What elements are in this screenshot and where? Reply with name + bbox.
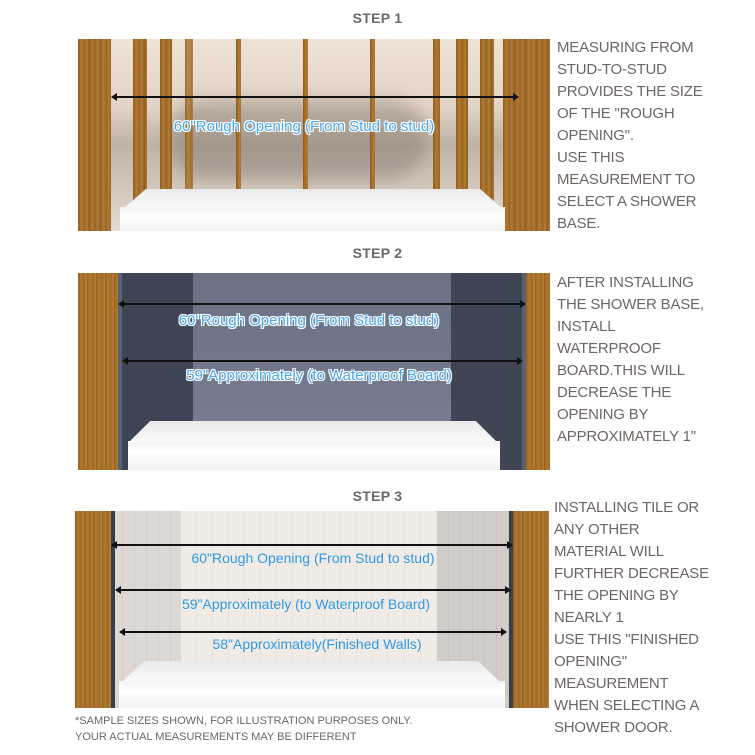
measure-arrow-58 (123, 631, 503, 633)
measure-arrow-60 (115, 544, 509, 546)
shower-base (120, 207, 505, 231)
measure-arrow-59 (126, 360, 519, 362)
measure-arrow-60 (115, 96, 515, 98)
measure-arrow-60 (122, 303, 522, 305)
measure-label-59: 59"Approximately (to Waterproof Board) (181, 596, 430, 612)
measure-label-59: 59"Approximately (to Waterproof Board) (186, 367, 452, 384)
measure-arrow-59 (119, 589, 507, 591)
measure-label-60: 60"Rough Opening (From Stud to stud) (191, 550, 435, 566)
shower-base-top (123, 189, 503, 209)
measure-label-60: 60"Rough Opening (From Stud to stud) (178, 312, 440, 329)
step-1-illustration (78, 39, 550, 231)
shower-base-top (128, 421, 498, 443)
shower-base (119, 681, 505, 708)
step-3-title: STEP 3 (352, 488, 403, 504)
measure-label-60: 60"Rough Opening (From Stud to stud) (173, 118, 435, 135)
right-stud (503, 39, 550, 231)
step-2-illustration (78, 273, 550, 470)
step-1-title: STEP 1 (352, 10, 403, 26)
blurred-tub-background (168, 99, 428, 179)
step-3-illustration (75, 511, 549, 708)
measure-label-58: 58"Approximately(Finished Walls) (212, 636, 422, 652)
step-1-description: MEASURING FROM STUD-TO-STUD PROVIDES THE SIZE OF THE "ROUGH OPENING". USE THIS MEASUREMENT TO SELECT A SHOWER BASE. (557, 39, 703, 232)
left-stud (78, 39, 111, 231)
shower-base (128, 441, 500, 470)
shower-base-top (121, 661, 501, 683)
footnote (75, 713, 412, 745)
step-3-description: INSTALLING TILE OR ANY OTHER MATERIAL WILL FURTHER DECREASE THE OPENING BY NEARLY 1 USE THIS "FINISHED OPENING" MEASUREMENT WHEN SELECTING A SHOWER DOOR. (554, 499, 709, 736)
step-2-title: STEP 2 (352, 245, 403, 261)
footnote-line-1: *SAMPLE SIZES SHOWN, FOR ILLUSTRATION PURPOSES ONLY. (75, 715, 413, 727)
footnote-line-2: YOUR ACTUAL MEASUREMENTS MAY BE DIFFERENT (75, 731, 357, 743)
step-2-description: AFTER INSTALLING THE SHOWER BASE, INSTALL WATERPROOF BOARD.THIS WILL DECREASE THE OPENING BY APPROXIMATELY 1" (557, 274, 704, 445)
